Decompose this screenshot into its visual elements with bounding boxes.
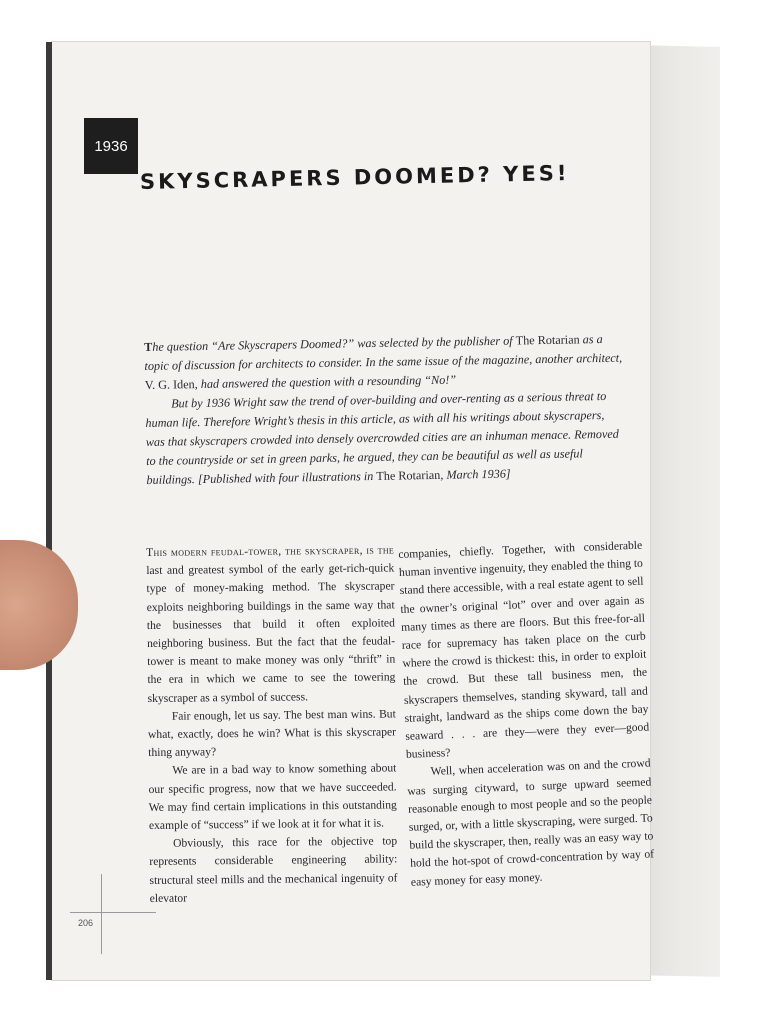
intro-paragraph-2: [145, 387, 625, 490]
body-column-right: [398, 537, 655, 892]
body-paragraph: [146, 541, 396, 707]
architect-name: V. G. Iden: [144, 377, 195, 392]
crop-mark-vertical: [101, 874, 102, 954]
body-paragraph: Obviously, this race for the objective top represents considerable engineering ability: structural steel mills and the mechanical ingenuity of elevator: [149, 834, 398, 905]
crop-mark-horizontal: [70, 912, 156, 913]
intro-note: [144, 330, 625, 490]
year-label: 1936: [94, 137, 128, 155]
intro-paragraph-1: [144, 330, 623, 395]
body-text: last and greatest symbol of the early get-rich-quick type of money-making method. The skyscraper exploits neighboring buildings in the same way that the businesses that build it often exploited neighboring business. But the fact that the feudal-tower is meant to make money was only “thrift” in the era in which we came to see the towering skyscraper as a symbol of success.: [146, 561, 396, 705]
intro-text: But by 1936 Wright saw the trend of over-building and over-renting as a serious threat to human life. Therefore Wright’s thesis in this article, as with all his writings about skyscrapers, was that skyscrapers crowded into densely overcrowded cities are an inhuman menace. Removed to the countryside or set in green parks, he argued, they can be beautiful as well as useful buildings. [Published with four illustrations in: [145, 388, 619, 487]
body-paragraph: Fair enough, let us say. The best man wins. But what, exactly, does he win? What is this skyscraper thing anyway?: [147, 707, 397, 760]
body-paragraph: We are in a bad way to know something about our specific progress, now that we have succeeded. We may find certain implications in this outstanding example of “success” if we look at it for what it is.: [148, 761, 397, 833]
publication-name: The Rotarian: [515, 332, 580, 348]
year-badge: [84, 118, 138, 174]
body-paragraph: Well, when acceleration was on and the crowd was surging cityward, to surge upward seemed reasonable enough to most people and so the people surged, or, with a little skyscraping, were surged. To build the skyscraper, then, really was an easy way to hold the hot-spot of crowd-concentration by way of easy money for easy money.: [407, 756, 655, 889]
page-number: 206: [78, 918, 94, 928]
book-spine: [46, 42, 52, 980]
chapter-title: SKYSCRAPERS DOOMED? YES!: [139, 161, 570, 194]
body-column-left: [146, 541, 398, 908]
intro-text: , had answered the question with a resounding “No!”: [194, 372, 457, 392]
lead-in-smallcaps: This modern feudal-tower, the skyscraper, is the: [146, 543, 395, 559]
body-paragraph: companies, chiefly. Together, with considerable human inventive ingenuity, they enabled the thing to stand there accessible, with a real estate agent to sell the owner’s original “lot” over and over again as many times as there are floors. But this free-for-all race for supremacy has taken place on the curb where the crowd is thickest: this, in order to exploit the crowd. But these tall business men, the skyscrapers themselves, standing skyward, tall and straight, landward as the ships come down the bay seaward . . . are they—were they ever—good business?: [398, 538, 650, 762]
drop-letter: T: [144, 339, 153, 354]
intro-text: , March 1936]: [440, 466, 511, 482]
publication-name: The Rotarian: [376, 467, 441, 483]
intro-text: he question “Are Skyscrapers Doomed?” was selected by the publisher of: [152, 333, 516, 354]
intro-text: as a topic of discussion for architects to consider. In the same issue of the magazine, another architect,: [144, 331, 623, 373]
